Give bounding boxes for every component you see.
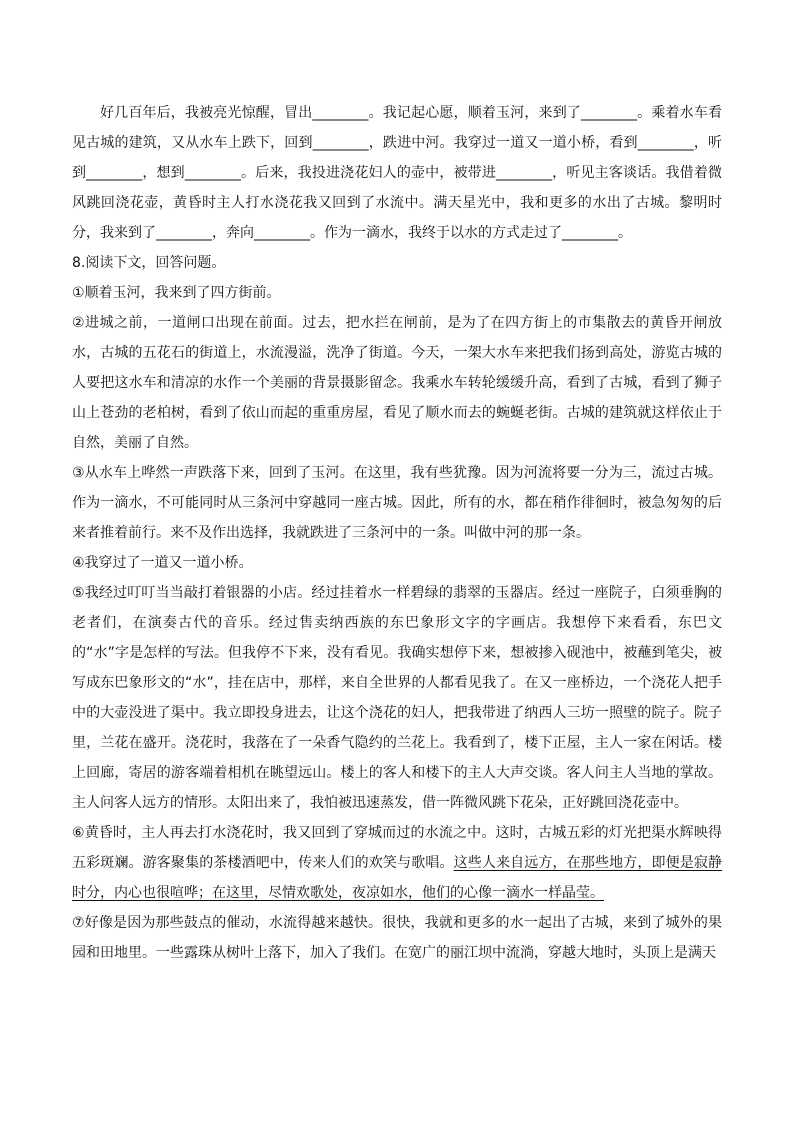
paragraph-7: ⑦好像是因为那些鼓点的催动，水流得越来越快。很快，我就和更多的水一起出了古城，来到了城外的果园和田地里。一些露珠从树叶上落下，加入了我们。在宽广的丽江坝中流淌，穿越大地时，头顶上是满天 xyxy=(72,915,722,961)
paragraph-2: ②进城之前，一道闸口出现在前面。过去，把水拦在闸前，是为了在四方街上的市集散去的黄昏开闸放水，古城的五花石的街道上，水流漫溢，洗净了街道。今天，一架大水车来把我们扬到高处，游览古城的人要把这水车和清凉的水作一个美丽的背景摄影留念。我乘水车转轮缓缓升高，看到了古城，看到了狮子山上苍劲的老柏树，看到了依山而起的重重房屋，看见了顺水而去的蜿蜒老街。古城的建筑就这样依止于自然，美丽了自然。 xyxy=(72,315,722,451)
question-heading: 8.阅读下文，回答问题。 xyxy=(72,255,226,271)
paragraph-4: ④我穿过了一道又一道小桥。 xyxy=(72,555,253,571)
document-page xyxy=(72,98,722,968)
paragraph-1: ①顺着玉河，我来到了四方街前。 xyxy=(72,285,281,301)
summary-paragraph: 好几百年后，我被亮光惊醒，冒出________。我记起心愿，顺着玉河，来到了________。乘着水车看见古城的建筑，又从水车上跌下，回到________，跌进中河。我穿过一道又一道小桥，看到________，听到________，想到________。后来，我投进浇花妇人的壶中，被带进________，听见主客谈话。我借着微风跳回浇花壶，黄昏时主人打水浇花我又回到了水流中。满天星光中，我和更多的水出了古城。黎明时分，我来到了________，奔向________。作为一滴水，我终于以水的方式走过了________。 xyxy=(72,105,722,241)
paragraph-6-underlined-sentence: 这些人来自远方，在那些地方，即便是寂静时分，内心也很喧哗；在这里，尽情欢歌处，夜凉如水，他们的心像一滴水一样晶莹。 xyxy=(72,855,723,901)
paragraph-3: ③从水车上哗然一声跌落下来，回到了玉河。在这里，我有些犹豫。因为河流将要一分为三，流过古城。作为一滴水，不可能同时从三条河中穿越同一座古城。因此，所有的水，都在稍作徘徊时，被急匆匆的后来者推着前行。来不及作出选择，我就跌进了三条河中的一条。叫做中河的那一条。 xyxy=(72,465,722,541)
paragraph-5: ⑤我经过叮叮当当敲打着银器的小店。经过挂着水一样碧绿的翡翠的玉器店。经过一座院子，白须垂胸的老者们，在演奏古代的音乐。经过售卖纳西族的东巴象形文字的字画店。我想停下来看看，东巴文的“水”字是怎样的写法。但我停不下来，没有看见。我确实想停下来，想被掺入砚池中，被蘸到笔尖，被写成东巴象形文的“水”，挂在店中，那样，来自全世界的人都看见我了。在又一座桥边，一个浇花人把手中的大壶没进了渠中。我立即投身进去，让这个浇花的妇人，把我带进了纳西人三坊一照壁的院子。院子里，兰花在盛开。浇花时，我落在了一朵香气隐约的兰花上。我看到了，楼下正屋，主人一家在闲话。楼上回廊，寄居的游客端着相机在眺望远山。楼上的客人和楼下的主人大声交谈。客人问主人当地的掌故。主人问客人远方的情形。太阳出来了，我怕被迅速蒸发，借一阵微风跳下花朵，正好跳回浇花壶中。 xyxy=(72,585,722,811)
paragraph-6-text: ⑥黄昏时，主人再去打水浇花时，我又回到了穿城而过的水流之中。这时，古城五彩的灯光把渠水辉映得五彩斑斓。游客聚集的茶楼酒吧中，传来人们的欢笑与歌唱。 xyxy=(72,825,722,871)
paragraph-6 xyxy=(72,818,722,908)
